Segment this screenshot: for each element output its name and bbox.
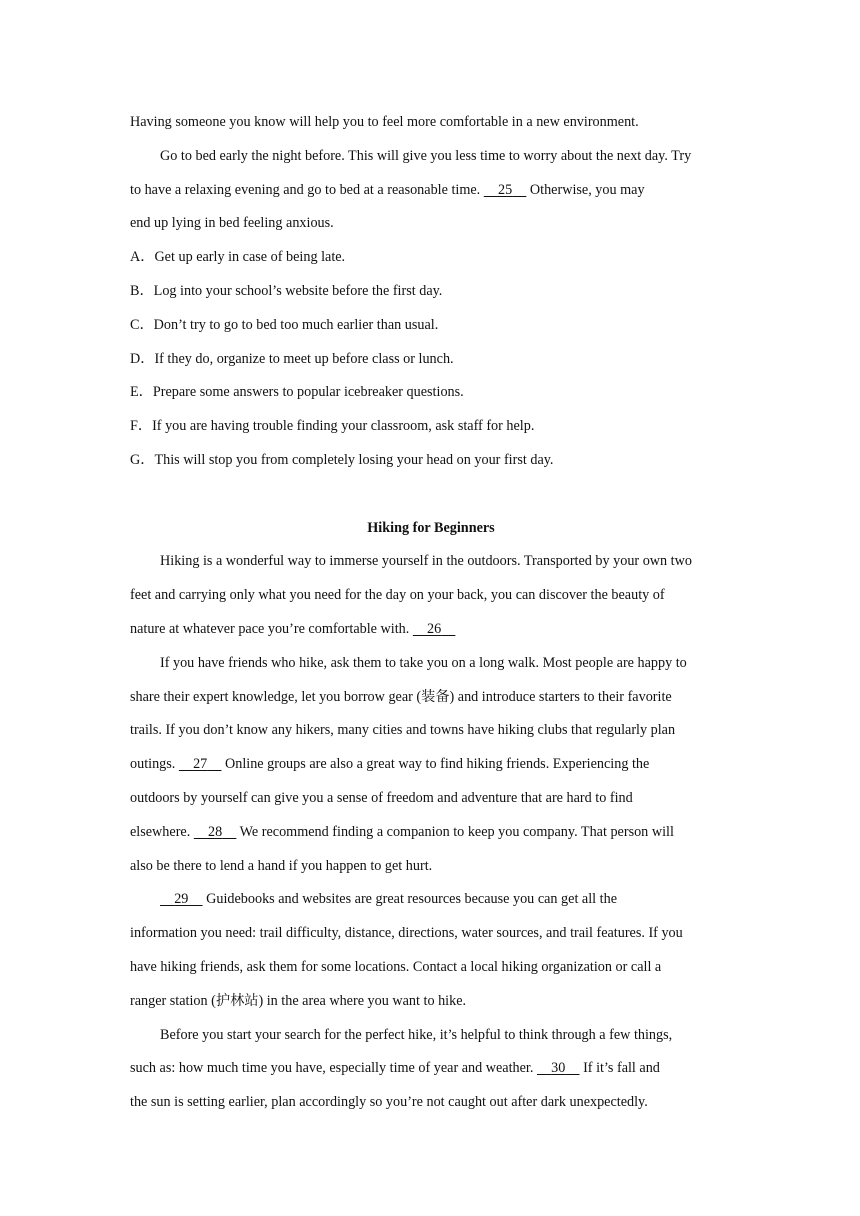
passage2-p2-line6 [130, 818, 732, 852]
option-letter: B． [130, 282, 154, 299]
option-a [130, 243, 732, 277]
passage2-p2-line3 [130, 716, 732, 750]
section-spacer [130, 480, 732, 514]
passage2-p1-line1 [130, 547, 732, 581]
answer-blank-27: 27 [193, 756, 208, 773]
option-text: Don’t try to go to bed too much earlier than usual. [153, 316, 439, 333]
paragraph-text: feet and carrying only what you need for the day on your back, you can discover the beauty of [130, 587, 665, 604]
passage2-p2-line2 [130, 683, 732, 717]
paragraph-text: share their expert knowledge, let you borrow gear (装备) and introduce starters to their favorite [130, 688, 672, 705]
paragraph-text: Before you start your search for the perfect hike, it’s helpful to think through a few things, [160, 1026, 673, 1043]
answer-blank-26: 26 [427, 620, 442, 637]
title-text: Hiking for Beginners [367, 519, 495, 536]
paragraph-text: ranger station (护林站) in the area where you want to hike. [130, 992, 467, 1009]
paragraph-text: Go to bed early the night before. This will give you less time to worry about the next day. Try [160, 147, 692, 164]
paragraph-text: Otherwise, you may [529, 181, 645, 198]
paragraph-text: nature at whatever pace you’re comfortable with. [130, 620, 410, 637]
option-d [130, 345, 732, 379]
passage2-p3-line3 [130, 953, 732, 987]
option-letter: E． [130, 384, 153, 401]
passage1-intro-tail [130, 108, 732, 142]
passage-title [130, 514, 732, 548]
paragraph-text: have hiking friends, ask them for some locations. Contact a local hiking organization or call a [130, 958, 662, 975]
paragraph-text: trails. If you don’t know any hikers, many cities and towns have hiking clubs that regularly plan [130, 722, 676, 739]
option-letter: A． [130, 249, 155, 266]
passage2-p2-line1 [130, 649, 732, 683]
paragraph-text: We recommend finding a companion to keep you company. That person will [239, 823, 674, 840]
paragraph-text: also be there to lend a hand if you happen to get hurt. [130, 857, 433, 874]
paragraph-text: such as: how much time you have, especially time of year and weather. [130, 1060, 534, 1077]
paragraph-text: Guidebooks and websites are great resources because you can get all the [206, 891, 617, 908]
option-g [130, 446, 732, 480]
passage2-p2-line7 [130, 852, 732, 886]
option-letter: C． [130, 316, 154, 333]
answer-blank-30: 30 [551, 1060, 566, 1077]
option-text: Get up early in case of being late. [154, 249, 346, 266]
paragraph-text: to have a relaxing evening and go to bed at a reasonable time. [130, 181, 481, 198]
passage2-p4-line3 [130, 1088, 732, 1122]
answer-blank-25: 25 [497, 181, 513, 198]
document-page [130, 108, 732, 1122]
option-f [130, 412, 732, 446]
option-text: This will stop you from completely losing your head on your first day. [154, 451, 554, 468]
paragraph-text: Online groups are also a great way to find hiking friends. Experiencing the [224, 756, 650, 773]
paragraph-text: Having someone you know will help you to feel more comfortable in a new environment. [130, 114, 639, 130]
passage2-p1-line3 [130, 615, 732, 649]
option-text: If you are having trouble finding your classroom, ask staff for help. [152, 418, 535, 435]
paragraph-text: end up lying in bed feeling anxious. [130, 215, 334, 232]
paragraph-text: Hiking is a wonderful way to immerse yourself in the outdoors. Transported by your own two [160, 553, 692, 570]
paragraph-text: outings. [130, 756, 176, 773]
passage1-bedtime-line3 [130, 209, 732, 243]
paragraph-text: outdoors by yourself can give you a sense of freedom and adventure that are hard to find [130, 789, 633, 806]
option-letter: D． [130, 350, 155, 367]
paragraph-text: If it’s fall and [583, 1060, 660, 1077]
option-letter: G． [130, 451, 155, 468]
option-b [130, 277, 732, 311]
paragraph-text: the sun is setting earlier, plan accordingly so you’re not caught out after dark unexpectedly. [130, 1094, 648, 1111]
answer-blank-29: 29 [174, 891, 189, 908]
passage2-p1-line2 [130, 581, 732, 615]
passage2-p4-line2 [130, 1054, 732, 1088]
passage2-p2-line5 [130, 784, 732, 818]
passage2-p3-line4 [130, 987, 732, 1021]
option-e [130, 378, 732, 412]
option-text: If they do, organize to meet up before class or lunch. [154, 350, 454, 367]
passage2-p2-line4 [130, 750, 732, 784]
option-text: Prepare some answers to popular icebreaker questions. [152, 384, 464, 401]
option-text: Log into your school’s website before the first day. [153, 282, 443, 299]
paragraph-text: information you need: trail difficulty, distance, directions, water sources, and trail features. If you [130, 925, 683, 942]
passage1-bedtime-line1 [130, 142, 732, 176]
paragraph-text: If you have friends who hike, ask them to take you on a long walk. Most people are happy to [160, 654, 687, 671]
passage2-p3-line2 [130, 919, 732, 953]
passage2-p4-line1 [130, 1021, 732, 1055]
passage2-p3-line1 [130, 885, 732, 919]
option-c [130, 311, 732, 345]
passage1-bedtime-line2 [130, 176, 732, 210]
answer-blank-28: 28 [208, 823, 223, 840]
option-letter: F． [130, 418, 153, 435]
paragraph-text: elsewhere. [130, 823, 191, 840]
